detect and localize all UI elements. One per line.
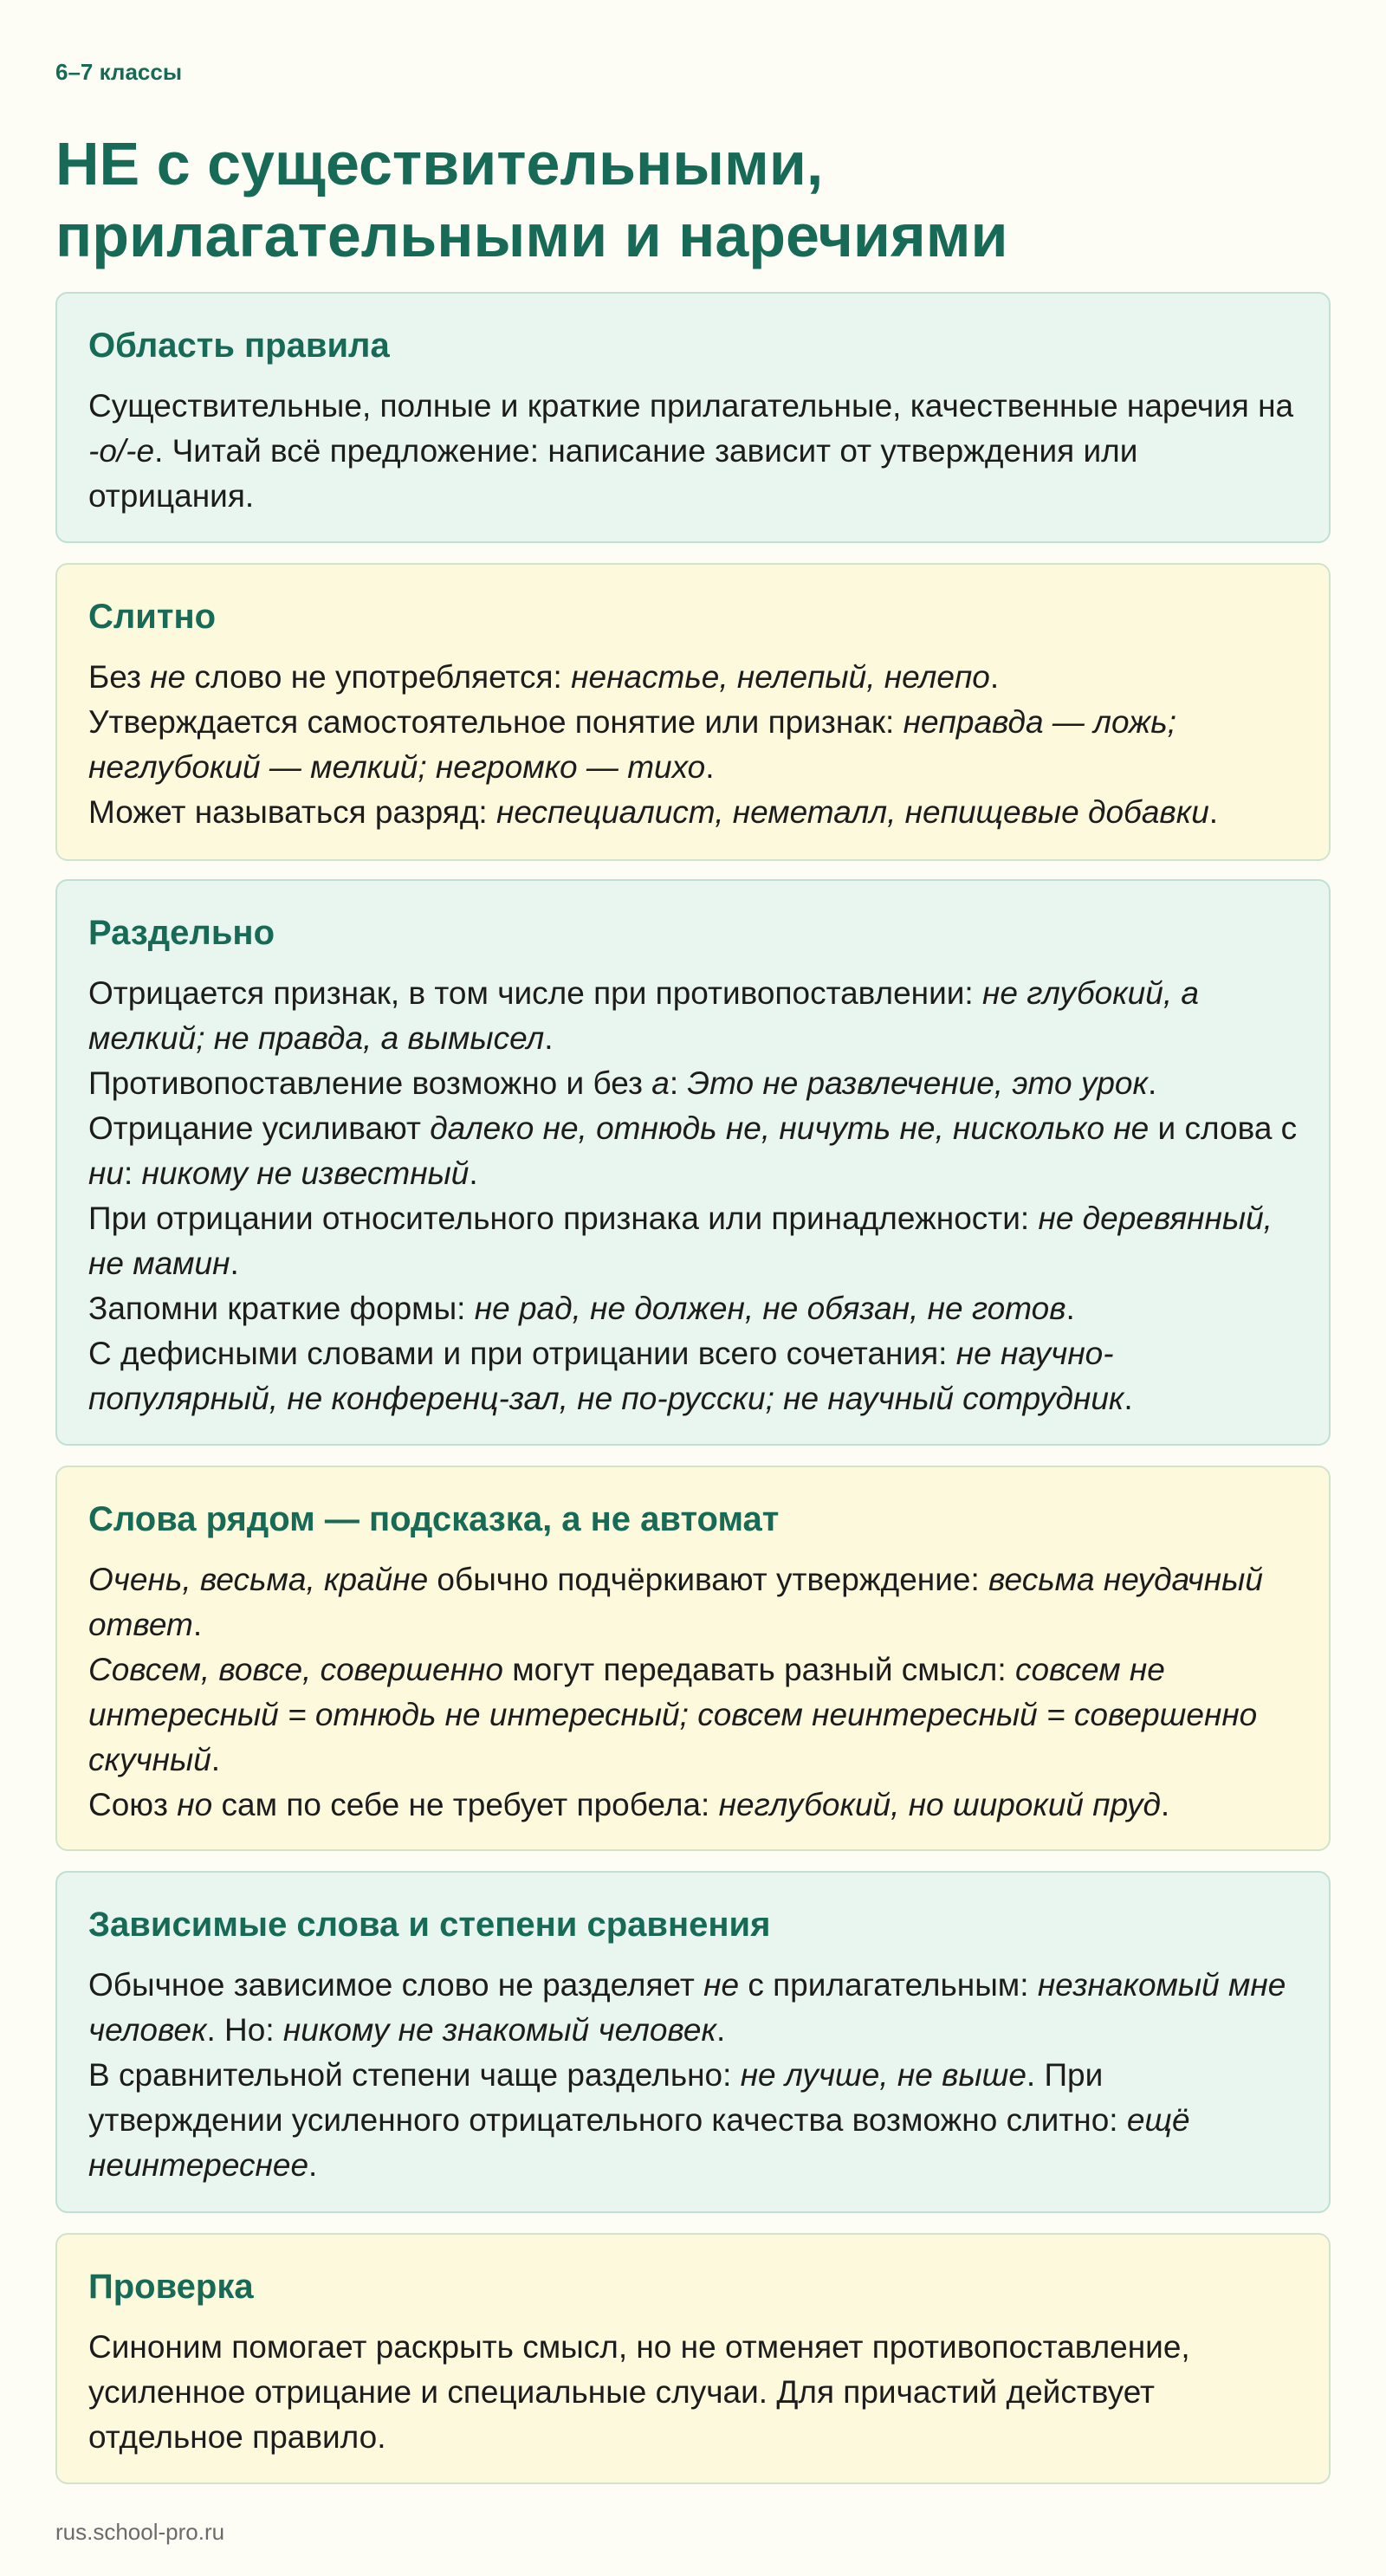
rule-text: . При утверждении усиленного отрицательного качества возможно слитно: — [88, 2057, 1127, 2138]
example-text: совсем не интересный = отнюдь не интересный; совсем неинтересный = совершенно скучный — [88, 1652, 1258, 1777]
rule-text: обычно подчёркивают утверждение: — [428, 1562, 989, 1597]
rule-text: сам по себе не требует пробела: — [212, 1787, 719, 1822]
rule-text: . — [210, 1742, 221, 1777]
text-line — [88, 1963, 1298, 2053]
card-body — [88, 384, 1298, 519]
rule-text: . — [469, 1155, 478, 1191]
page-title: НЕ с существительными, прилагательными и наречиями — [55, 130, 1008, 269]
rule-text: могут передавать разный смысл: — [502, 1652, 1015, 1687]
card-separate — [55, 879, 1331, 1446]
card-body — [88, 655, 1298, 835]
rule-text: : — [669, 1065, 688, 1101]
example-text: неправда — ложь; неглубокий — мелкий; негромко — тихо — [88, 704, 1176, 785]
example-text: не — [150, 659, 186, 695]
rule-text: с прилагательным: — [739, 1967, 1038, 2003]
card-body — [88, 1963, 1298, 2188]
text-line — [88, 1061, 1298, 1106]
rule-text: . — [1065, 1291, 1075, 1326]
example-text: никому не знакомый человек — [282, 2012, 716, 2048]
card-body — [88, 971, 1298, 1421]
text-line — [88, 384, 1298, 519]
text-line — [88, 2325, 1298, 2460]
example-text: а — [651, 1065, 670, 1101]
rule-text: Отрицание усиливают — [88, 1110, 431, 1146]
rule-text: . — [716, 2012, 726, 2048]
rule-text: . — [705, 749, 715, 785]
example-text: но — [177, 1787, 213, 1822]
example-text: неспециалист, неметалл, непищевые добавки — [495, 794, 1209, 830]
rule-text: Союз — [88, 1787, 178, 1822]
rule-text: . — [230, 1246, 239, 1281]
footer-site: rus.school-pro.ru — [55, 2519, 225, 2545]
card-neighbor-words — [55, 1466, 1331, 1851]
example-text: ещё неинтереснее — [88, 2102, 1190, 2183]
rule-text: . — [1124, 1381, 1133, 1416]
card-heading: Слитно — [88, 598, 217, 636]
text-line — [88, 1331, 1298, 1421]
example-text: никому не известный — [141, 1155, 470, 1191]
rule-text: . — [544, 1020, 554, 1056]
rule-text: Отрицается признак, в том числе при противопоставлении: — [88, 975, 982, 1011]
example-text: незнакомый мне человек — [88, 1967, 1286, 2048]
rule-text: Существительные, полные и краткие прилагательные, качественные наречия на — [88, 388, 1294, 424]
rule-text: Запомни краткие формы: — [88, 1291, 475, 1326]
card-heading: Раздельно — [88, 914, 275, 952]
example-text: Совсем, вовсе, совершенно — [88, 1652, 503, 1687]
card-heading: Слова рядом — подсказка, а не автомат — [88, 1500, 780, 1538]
card-heading: Зависимые слова и степени сравнения — [88, 1906, 771, 1944]
example-text: Очень, весьма, крайне — [88, 1562, 429, 1597]
rule-text: . — [989, 659, 1000, 695]
text-line — [88, 1286, 1298, 1331]
example-text: не лучше, не выше — [740, 2057, 1027, 2093]
example-text: не — [703, 1967, 740, 2003]
example-text: Это не развлечение, это урок — [687, 1065, 1148, 1101]
card-body — [88, 2325, 1298, 2460]
example-text: не рад, не должен, не обязан, не готов — [474, 1291, 1066, 1326]
rule-text: В сравнительной степени чаще раздельно: — [88, 2057, 741, 2093]
text-line — [88, 655, 1298, 700]
example-text: далеко не, отнюдь не, ничуть не, нисколько не — [430, 1110, 1150, 1146]
card-scope — [55, 292, 1331, 543]
rule-text: : — [123, 1155, 142, 1191]
example-text: весьма неудачный ответ — [88, 1562, 1263, 1642]
rule-text: . — [1160, 1787, 1170, 1822]
rule-text: При отрицании относительного признака или принадлежности: — [88, 1201, 1039, 1236]
example-text: -о/-е — [88, 433, 155, 469]
example-text: ни — [88, 1155, 124, 1191]
rule-text: . Читай всё предложение: написание зависит от утверждения или отрицания. — [88, 433, 1138, 514]
rule-text: Без — [88, 659, 151, 695]
rule-text: . Но: — [206, 2012, 283, 2048]
rule-text: Утверждается самостоятельное понятие или признак: — [88, 704, 903, 740]
text-line — [88, 1196, 1298, 1286]
card-heading: Проверка — [88, 2268, 254, 2306]
rule-text: . — [1147, 1065, 1157, 1101]
rule-text: . — [1208, 794, 1219, 830]
example-text: неглубокий, но широкий пруд — [718, 1787, 1161, 1822]
text-line — [88, 1647, 1298, 1783]
rule-text: С дефисными словами и при отрицании всего сочетания: — [88, 1336, 956, 1371]
card-together — [55, 563, 1331, 861]
text-line — [88, 700, 1298, 790]
rule-text: и слова с — [1149, 1110, 1298, 1146]
rule-text: Противопоставление возможно и без — [88, 1065, 652, 1101]
text-line — [88, 1783, 1298, 1828]
card-heading: Область правила — [88, 327, 390, 365]
card-dependent-words — [55, 1871, 1331, 2213]
rule-text: Может называться разряд: — [88, 794, 496, 830]
rule-text: слово не употребляется: — [185, 659, 572, 695]
example-text: ненастье, нелепый, нелепо — [571, 659, 990, 695]
example-text: не глубокий, а мелкий; не правда, а вымысел — [88, 975, 1199, 1056]
text-line — [88, 971, 1298, 1061]
rule-text: Синоним помогает раскрыть смысл, но не отменяет противопоставление, усиленное отрицание и специальные случаи. Для причастий действует отдельное правило. — [88, 2329, 1190, 2455]
text-line — [88, 1106, 1298, 1196]
grade-label: 6–7 классы — [55, 59, 183, 85]
card-body — [88, 1557, 1298, 1828]
card-check — [55, 2233, 1331, 2484]
text-line — [88, 1557, 1298, 1647]
example-text: не научно-популярный, не конференц-зал, не по-русски; не научный сотрудник — [88, 1336, 1124, 1416]
rule-text: . — [192, 1607, 203, 1642]
rule-text: . — [308, 2147, 318, 2183]
text-line — [88, 790, 1298, 835]
example-text: не деревянный, не мамин — [88, 1201, 1273, 1281]
text-line — [88, 2053, 1298, 2188]
rule-text: Обычное зависимое слово не разделяет — [88, 1967, 704, 2003]
